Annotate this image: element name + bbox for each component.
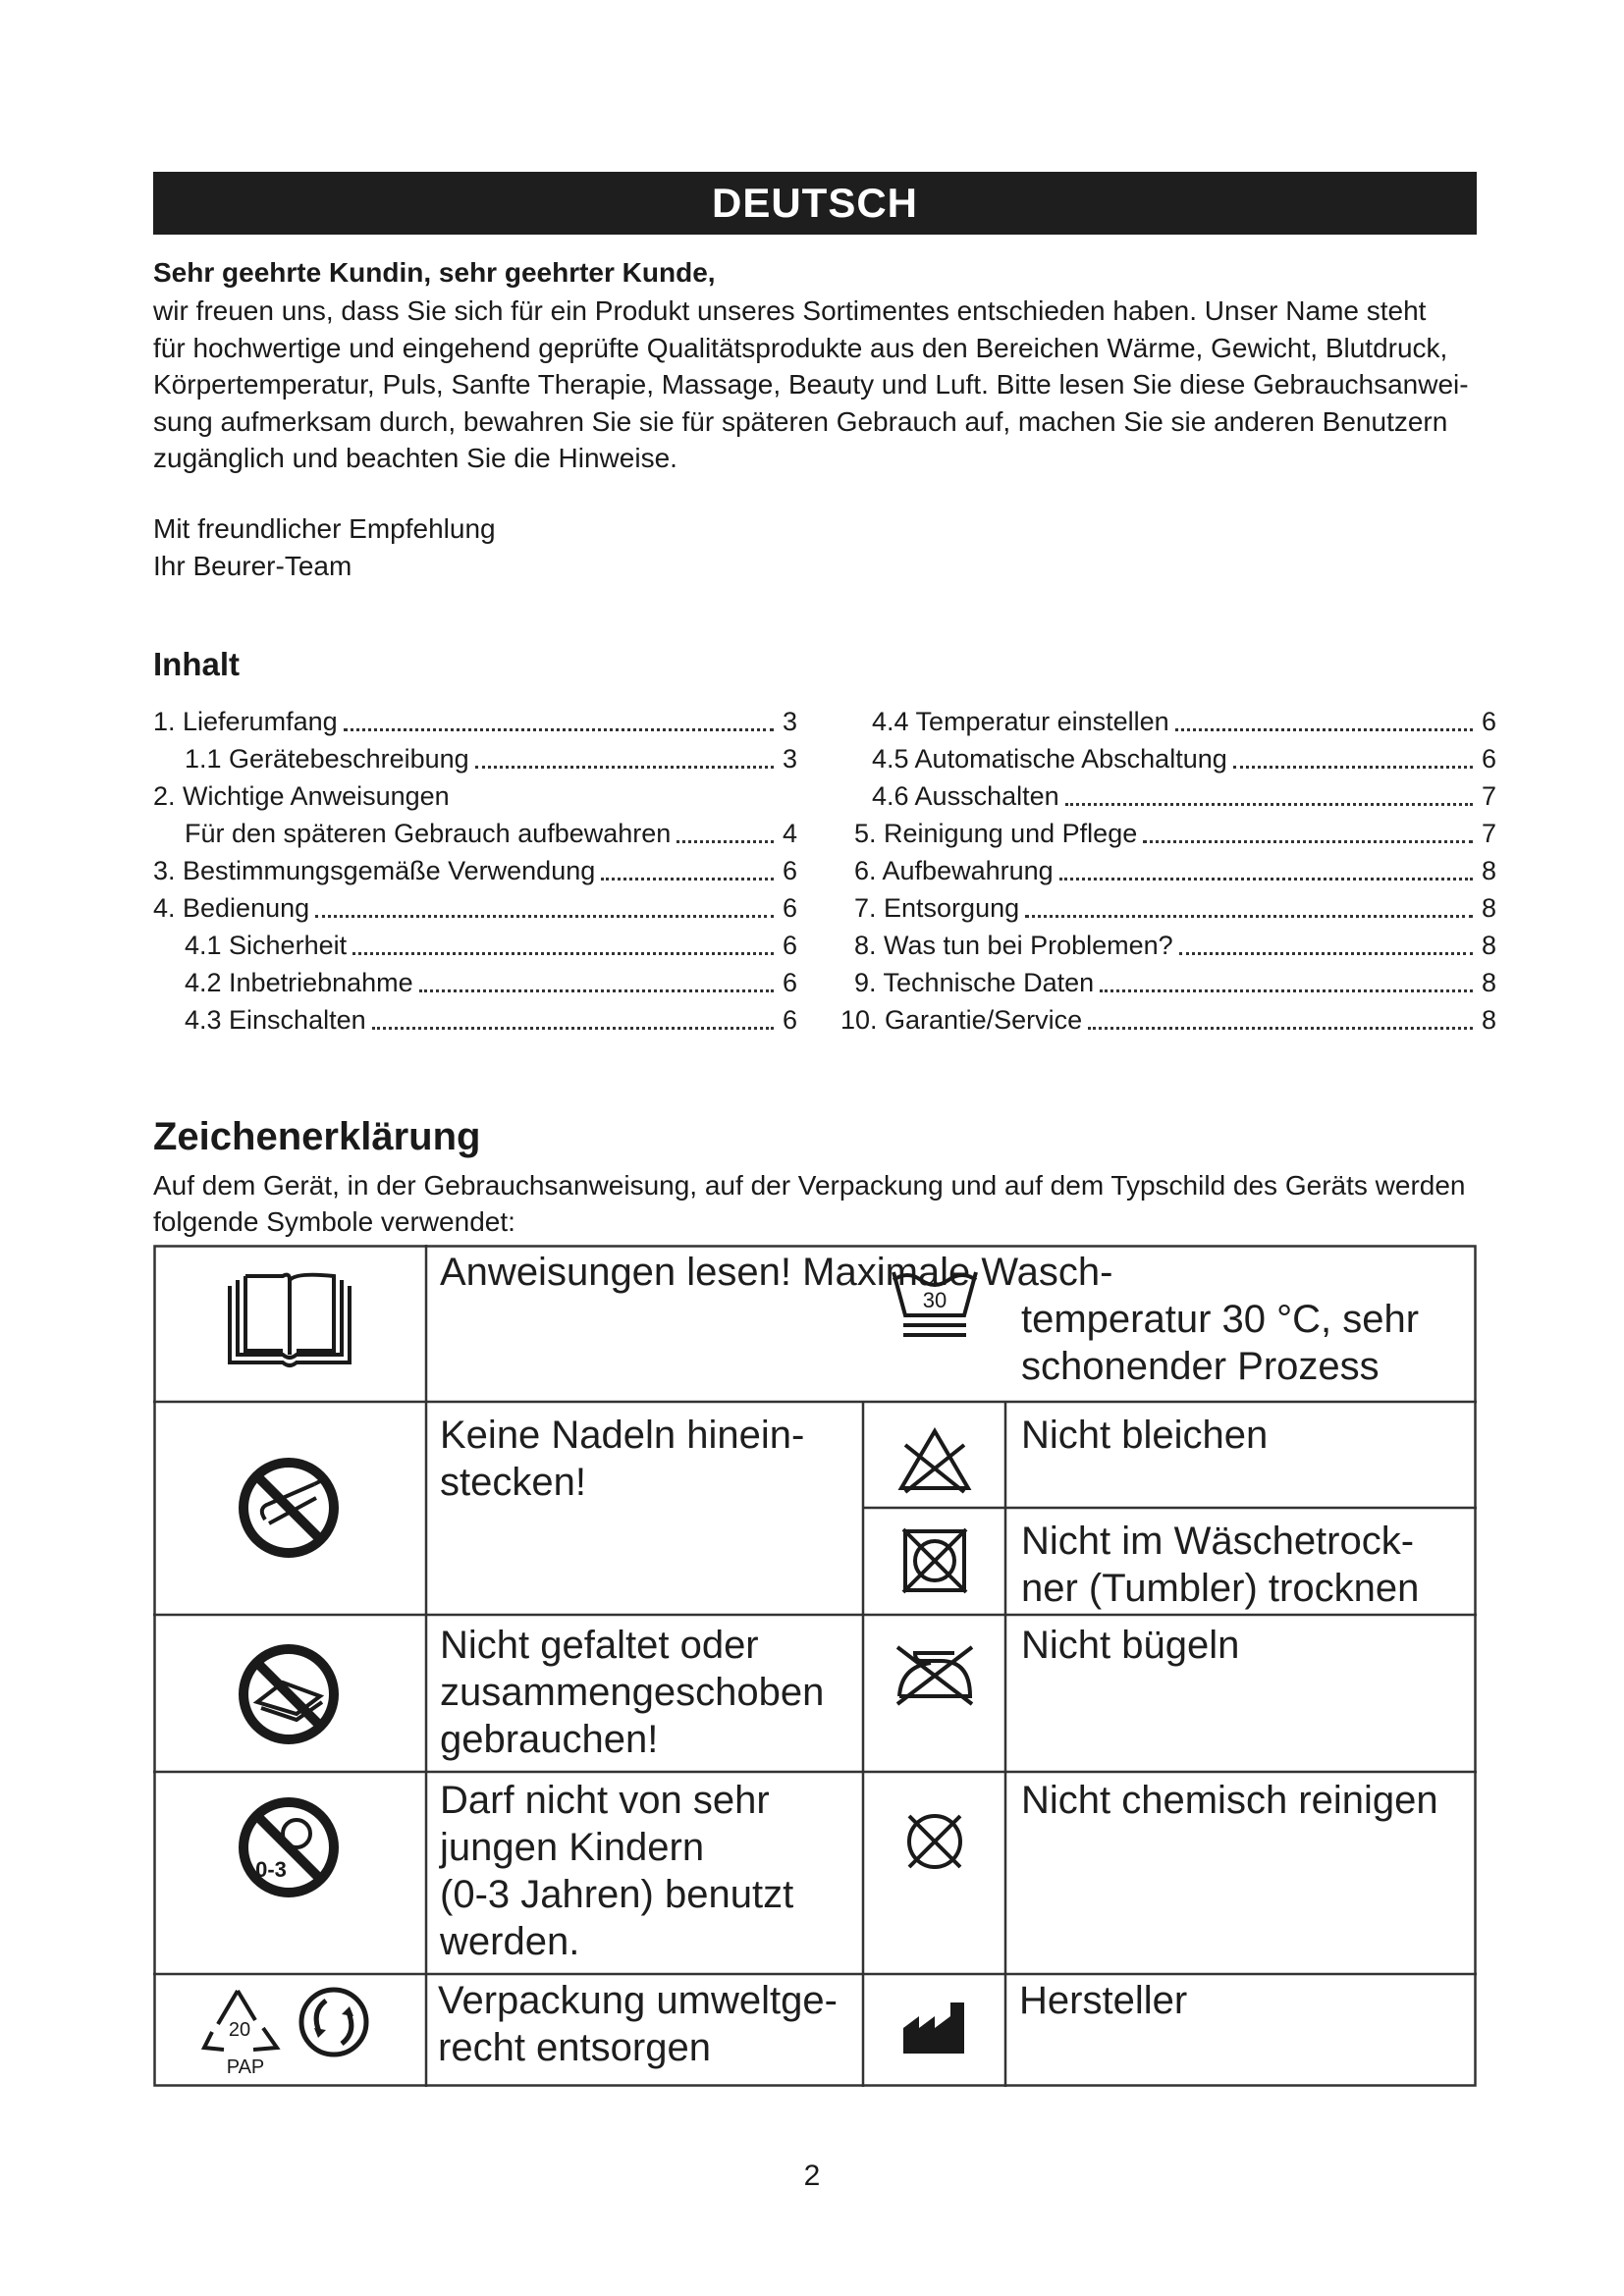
- toc-leader: [1025, 889, 1473, 918]
- no-dry-clean-icon: [899, 1806, 970, 1877]
- toc-entry-title: 7. Entsorgung: [854, 893, 1020, 923]
- toc-entry[interactable]: [840, 889, 1496, 927]
- no-children-text: [440, 1777, 793, 1965]
- no-children-line: Darf nicht von sehr: [440, 1779, 770, 1822]
- packaging-text: [438, 1977, 838, 2071]
- toc-leader: [677, 815, 774, 843]
- intro-line: Körpertemperatur, Puls, Sanfte Therapie, Massage, Beauty und Luft. Bitte lesen Sie diese Gebrauchsanwei-: [153, 369, 1469, 400]
- toc-entry-title: 4.4 Temperatur einstellen: [872, 707, 1169, 736]
- toc-entry-page: 6: [782, 1005, 797, 1035]
- toc-leader: [1233, 740, 1473, 769]
- salutation: Sehr geehrte Kundin, sehr geehrter Kunde,: [153, 257, 716, 288]
- no-bleach-text: [1021, 1412, 1268, 1459]
- toc-entry-page: 3: [782, 744, 797, 774]
- intro-line: wir freuen uns, dass Sie sich für ein Produkt unseres Sortimentes entschieden haben. Unser Name steht: [153, 295, 1427, 326]
- no-ironing-icon: [892, 1637, 978, 1708]
- read-instructions-text: [440, 1249, 1113, 1296]
- packaging-line: Verpackung umweltge-: [438, 1979, 838, 2022]
- toc-entry-title: 2. Wichtige Anweisungen: [153, 781, 450, 811]
- no-needles-text: [440, 1412, 804, 1506]
- toc-entry[interactable]: [153, 1001, 797, 1039]
- toc-entry[interactable]: [153, 703, 797, 740]
- language-title: DEUTSCH: [711, 180, 918, 226]
- no-needles-icon: [236, 1455, 342, 1561]
- intro-line: sung aufmerksam durch, bewahren Sie sie für späteren Gebrauch auf, machen Sie sie anderen Benutzern: [153, 405, 1448, 437]
- symbols-title: Zeichenerklärung: [153, 1115, 481, 1158]
- toc-entry-title: 4.6 Ausschalten: [872, 781, 1059, 811]
- toc-title: Inhalt: [153, 646, 240, 682]
- no-folding-line: zusammengeschoben: [440, 1671, 825, 1714]
- toc-leader: [1179, 927, 1473, 955]
- no-dry-clean-line: Nicht chemisch reinigen: [1021, 1779, 1438, 1822]
- toc-entry-page: 8: [1481, 931, 1496, 960]
- wash-temperature-text: [1021, 1296, 1419, 1390]
- manufacturer-text: [1019, 1977, 1187, 2024]
- toc-entry-title: 5. Reinigung und Pflege: [854, 819, 1138, 848]
- recycling-number: 20: [228, 2019, 251, 2041]
- toc-leader: [1175, 703, 1473, 731]
- toc-entry[interactable]: [840, 964, 1496, 1001]
- toc-entry[interactable]: [840, 703, 1496, 740]
- wash-temperature-value: 30: [922, 1288, 947, 1312]
- toc-entry-title: 1.1 Gerätebeschreibung: [185, 744, 469, 774]
- symbols-description-line: folgende Symbole verwendet:: [153, 1206, 515, 1237]
- toc-entry[interactable]: [153, 889, 797, 927]
- age-range-label: 0-3: [255, 1857, 287, 1882]
- toc-entry-page: 6: [782, 856, 797, 885]
- read-instructions-line: Anweisungen lesen! Maximale Wasch-: [440, 1251, 1113, 1294]
- no-children-line: werden.: [440, 1920, 580, 1963]
- toc-entry[interactable]: [840, 927, 1496, 964]
- symbols-table: [153, 1245, 1477, 2087]
- toc-right-column: [840, 703, 1496, 1039]
- intro-paragraph: [153, 293, 1489, 477]
- toc-entry[interactable]: [153, 964, 797, 1001]
- toc-entry-page: 6: [782, 931, 797, 960]
- toc-leader: [1065, 777, 1473, 806]
- no-ironing-text: [1021, 1622, 1239, 1669]
- toc-entry-title: 4. Bedienung: [153, 893, 310, 923]
- toc-entry-title: 1. Lieferumfang: [153, 707, 338, 736]
- toc-entry[interactable]: [153, 852, 797, 889]
- wash-temperature-line: temperatur 30 °C, sehr: [1021, 1298, 1420, 1341]
- no-folding-line: Nicht gefaltet oder: [440, 1624, 759, 1667]
- no-folding-text: [440, 1622, 824, 1763]
- toc-leader: [1088, 1001, 1473, 1030]
- closing-line-2: Ihr Beurer-Team: [153, 551, 352, 581]
- symbols-description: [153, 1167, 1498, 1240]
- toc-leader: [352, 927, 774, 955]
- toc-entry[interactable]: [840, 852, 1496, 889]
- toc-entry-title: 4.5 Automatische Abschaltung: [872, 744, 1227, 774]
- toc-entry[interactable]: [840, 1001, 1496, 1039]
- no-ironing-line: Nicht bügeln: [1021, 1624, 1240, 1667]
- closing-line-1: Mit freundlicher Empfehlung: [153, 513, 496, 544]
- packaging-line: recht entsorgen: [438, 2026, 711, 2069]
- toc-entry-title: 6. Aufbewahrung: [854, 856, 1054, 885]
- toc-entry-title: 10. Garantie/Service: [840, 1005, 1083, 1035]
- toc-entry[interactable]: [153, 740, 797, 777]
- toc-entry-title: 4.1 Sicherheit: [185, 931, 348, 960]
- toc-entry[interactable]: [153, 815, 797, 852]
- toc-entry-page: 8: [1481, 1005, 1496, 1035]
- toc-left-column: [153, 703, 797, 1039]
- toc-leader: [344, 703, 774, 731]
- toc-entry[interactable]: [153, 927, 797, 964]
- toc-entry[interactable]: [840, 777, 1496, 815]
- toc-entry-page: 6: [1481, 744, 1496, 774]
- closing: [153, 510, 496, 585]
- no-needles-line: Keine Nadeln hinein-: [440, 1414, 805, 1457]
- toc-leader: [419, 964, 774, 992]
- toc-entry-title: 9. Technische Daten: [854, 968, 1095, 997]
- toc-entry-page: 6: [782, 893, 797, 923]
- toc-entry-title: 4.2 Inbetriebnahme: [185, 968, 413, 997]
- book-icon: [226, 1272, 353, 1370]
- no-tumble-dry-line: ner (Tumbler) trocknen: [1021, 1567, 1420, 1610]
- no-children-icon: [236, 1794, 342, 1900]
- no-dry-clean-text: [1021, 1777, 1438, 1824]
- toc-entry-title: 8. Was tun bei Problemen?: [854, 931, 1173, 960]
- toc-leader: [1059, 852, 1473, 881]
- wash-temperature-line: schonender Prozess: [1021, 1345, 1380, 1388]
- no-folding-line: gebrauchen!: [440, 1718, 659, 1761]
- no-tumble-dry-icon: [899, 1525, 970, 1596]
- toc-leader: [601, 852, 774, 881]
- toc-entry-page: 4: [782, 819, 797, 848]
- intro-line: zugänglich und beachten Sie die Hinweise.: [153, 443, 677, 473]
- toc-entry-page: 7: [1481, 781, 1496, 811]
- toc-entry-page: 8: [1481, 968, 1496, 997]
- recycling-icon: [198, 1983, 297, 2081]
- no-needles-line: stecken!: [440, 1461, 586, 1504]
- factory-icon: [901, 2001, 968, 2056]
- no-bleach-icon: [895, 1425, 974, 1496]
- toc-entry[interactable]: [840, 815, 1496, 852]
- toc-leader: [372, 1001, 774, 1030]
- toc-entry-title: 4.3 Einschalten: [185, 1005, 366, 1035]
- green-dot-icon: [297, 1985, 371, 2059]
- toc-entry-page: 6: [782, 968, 797, 997]
- toc-entry-page: 7: [1481, 819, 1496, 848]
- toc-entry-page: 8: [1481, 856, 1496, 885]
- toc-entry-page: 8: [1481, 893, 1496, 923]
- no-tumble-dry-text: [1021, 1518, 1419, 1612]
- toc-leader: [1100, 964, 1473, 992]
- toc-leader: [1143, 815, 1473, 843]
- no-children-line: (0-3 Jahren) benutzt: [440, 1873, 794, 1916]
- toc-leader: [475, 740, 774, 769]
- toc-entry[interactable]: [153, 777, 797, 815]
- toc-entry-page: 6: [1481, 707, 1496, 736]
- no-children-line: jungen Kindern: [440, 1826, 705, 1869]
- manufacturer-line: Hersteller: [1019, 1979, 1188, 2022]
- toc-entry-title: Für den späteren Gebrauch aufbewahren: [185, 819, 672, 848]
- toc-entry[interactable]: [840, 740, 1496, 777]
- toc-entry-title: 3. Bestimmungsgemäße Verwendung: [153, 856, 596, 885]
- language-banner: [153, 172, 1477, 235]
- no-folding-icon: [236, 1641, 342, 1747]
- toc-leader: [315, 889, 774, 918]
- no-tumble-dry-line: Nicht im Wäschetrock-: [1021, 1520, 1415, 1563]
- recycling-code: PAP: [226, 2056, 265, 2078]
- symbols-description-line: Auf dem Gerät, in der Gebrauchsanweisung, auf der Verpackung und auf dem Typschild des Geräts werden: [153, 1170, 1466, 1201]
- toc-entry-page: 3: [782, 707, 797, 736]
- no-bleach-line: Nicht bleichen: [1021, 1414, 1269, 1457]
- wash-30-icon: [888, 1266, 982, 1345]
- intro-line: für hochwertige und eingehend geprüfte Qualitätsprodukte aus den Bereichen Wärme, Gewicht, Blutdruck,: [153, 332, 1448, 363]
- page-number: 2: [803, 2160, 821, 2192]
